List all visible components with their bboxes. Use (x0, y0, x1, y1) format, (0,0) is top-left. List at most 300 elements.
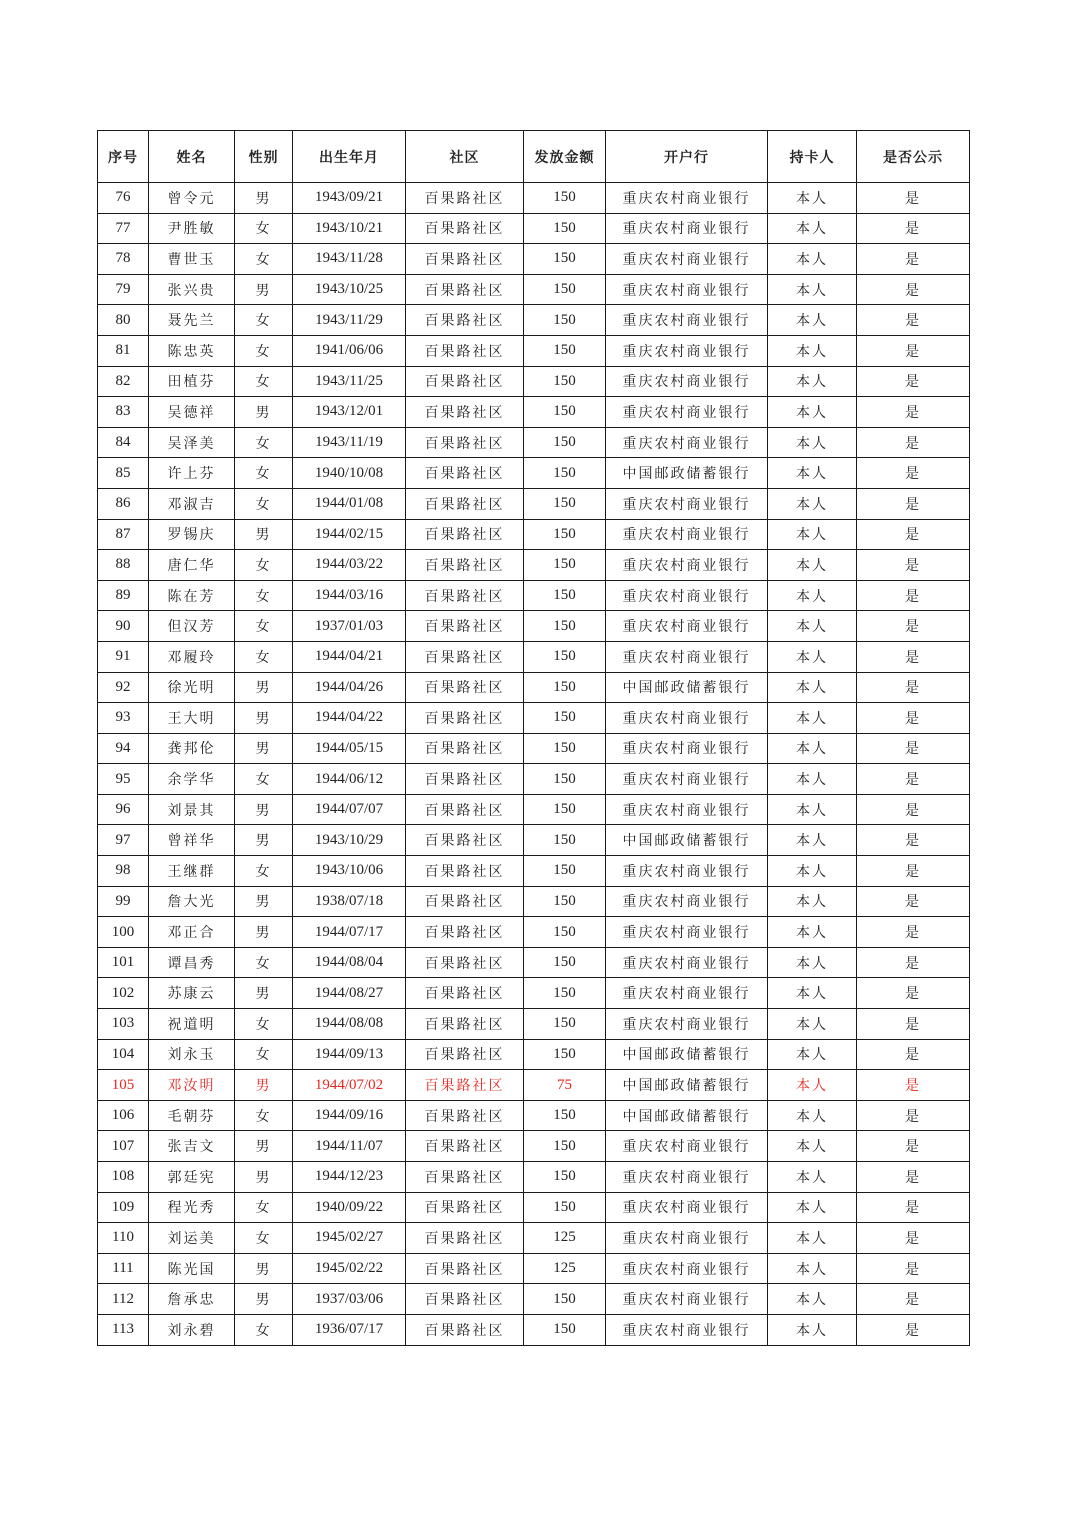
cell-publicized: 是 (857, 1100, 970, 1131)
table-row (98, 366, 970, 397)
cell-amount: 150 (524, 641, 606, 672)
cell-community: 百果路社区 (406, 458, 524, 489)
cell-publicized: 是 (857, 397, 970, 428)
cell-name: 王大明 (149, 703, 235, 734)
cell-serial: 90 (98, 611, 149, 642)
cell-name: 曾祥华 (149, 825, 235, 856)
cell-serial: 92 (98, 672, 149, 703)
cell-gender: 女 (235, 458, 293, 489)
cell-amount: 150 (524, 397, 606, 428)
cell-name: 聂先兰 (149, 305, 235, 336)
cell-amount: 150 (524, 244, 606, 275)
cell-serial: 111 (98, 1253, 149, 1284)
cell-card-holder: 本人 (768, 550, 857, 581)
cell-community: 百果路社区 (406, 1223, 524, 1254)
cell-birth-date: 1944/09/16 (293, 1100, 406, 1131)
cell-serial: 96 (98, 794, 149, 825)
cell-card-holder: 本人 (768, 366, 857, 397)
cell-amount: 150 (524, 519, 606, 550)
cell-community: 百果路社区 (406, 611, 524, 642)
cell-birth-date: 1944/12/23 (293, 1162, 406, 1193)
cell-bank: 重庆农村商业银行 (606, 794, 768, 825)
cell-publicized: 是 (857, 794, 970, 825)
cell-bank: 重庆农村商业银行 (606, 1131, 768, 1162)
cell-publicized: 是 (857, 1039, 970, 1070)
cell-bank: 重庆农村商业银行 (606, 764, 768, 795)
table-row (98, 825, 970, 856)
cell-card-holder: 本人 (768, 1131, 857, 1162)
cell-bank: 重庆农村商业银行 (606, 427, 768, 458)
cell-community: 百果路社区 (406, 1009, 524, 1040)
cell-gender: 女 (235, 244, 293, 275)
cell-card-holder: 本人 (768, 1284, 857, 1315)
cell-community: 百果路社区 (406, 733, 524, 764)
cell-community: 百果路社区 (406, 703, 524, 734)
cell-community: 百果路社区 (406, 274, 524, 305)
cell-card-holder: 本人 (768, 733, 857, 764)
cell-card-holder: 本人 (768, 978, 857, 1009)
cell-name: 邓淑吉 (149, 488, 235, 519)
cell-birth-date: 1944/08/04 (293, 947, 406, 978)
cell-gender: 女 (235, 335, 293, 366)
cell-bank: 重庆农村商业银行 (606, 519, 768, 550)
cell-birth-date: 1944/06/12 (293, 764, 406, 795)
table-row (98, 1253, 970, 1284)
cell-community: 百果路社区 (406, 947, 524, 978)
table-row (98, 1192, 970, 1223)
cell-amount: 150 (524, 427, 606, 458)
cell-publicized: 是 (857, 1192, 970, 1223)
table-row (98, 611, 970, 642)
cell-publicized: 是 (857, 458, 970, 489)
cell-card-holder: 本人 (768, 825, 857, 856)
cell-name: 刘永碧 (149, 1314, 235, 1345)
cell-name: 谭昌秀 (149, 947, 235, 978)
cell-name: 邓汝明 (149, 1070, 235, 1101)
cell-gender: 女 (235, 1009, 293, 1040)
cell-birth-date: 1944/04/22 (293, 703, 406, 734)
table-row (98, 1131, 970, 1162)
cell-publicized: 是 (857, 1284, 970, 1315)
cell-bank: 重庆农村商业银行 (606, 1009, 768, 1040)
table-row (98, 1070, 970, 1101)
cell-card-holder: 本人 (768, 764, 857, 795)
cell-serial: 109 (98, 1192, 149, 1223)
cell-name: 张吉文 (149, 1131, 235, 1162)
cell-card-holder: 本人 (768, 427, 857, 458)
cell-serial: 104 (98, 1039, 149, 1070)
cell-birth-date: 1943/10/06 (293, 856, 406, 887)
cell-birth-date: 1940/09/22 (293, 1192, 406, 1223)
cell-serial: 113 (98, 1314, 149, 1345)
table-row (98, 213, 970, 244)
cell-amount: 150 (524, 1162, 606, 1193)
cell-card-holder: 本人 (768, 183, 857, 214)
cell-community: 百果路社区 (406, 488, 524, 519)
table-row (98, 458, 970, 489)
cell-community: 百果路社区 (406, 397, 524, 428)
cell-community: 百果路社区 (406, 856, 524, 887)
cell-birth-date: 1944/07/07 (293, 794, 406, 825)
cell-publicized: 是 (857, 947, 970, 978)
cell-serial: 110 (98, 1223, 149, 1254)
cell-card-holder: 本人 (768, 856, 857, 887)
cell-community: 百果路社区 (406, 335, 524, 366)
table-row (98, 550, 970, 581)
cell-gender: 男 (235, 917, 293, 948)
cell-serial: 102 (98, 978, 149, 1009)
cell-amount: 150 (524, 794, 606, 825)
cell-bank: 重庆农村商业银行 (606, 917, 768, 948)
cell-gender: 男 (235, 733, 293, 764)
cell-bank: 重庆农村商业银行 (606, 641, 768, 672)
cell-serial: 99 (98, 886, 149, 917)
cell-publicized: 是 (857, 183, 970, 214)
cell-gender: 男 (235, 397, 293, 428)
cell-community: 百果路社区 (406, 580, 524, 611)
cell-gender: 女 (235, 488, 293, 519)
cell-bank: 重庆农村商业银行 (606, 947, 768, 978)
cell-serial: 103 (98, 1009, 149, 1040)
cell-publicized: 是 (857, 213, 970, 244)
cell-publicized: 是 (857, 611, 970, 642)
cell-birth-date: 1944/04/26 (293, 672, 406, 703)
cell-publicized: 是 (857, 244, 970, 275)
cell-amount: 150 (524, 213, 606, 244)
cell-publicized: 是 (857, 978, 970, 1009)
cell-birth-date: 1937/01/03 (293, 611, 406, 642)
cell-serial: 89 (98, 580, 149, 611)
cell-card-holder: 本人 (768, 519, 857, 550)
cell-serial: 82 (98, 366, 149, 397)
table-row (98, 1009, 970, 1040)
cell-community: 百果路社区 (406, 825, 524, 856)
cell-publicized: 是 (857, 917, 970, 948)
cell-amount: 150 (524, 488, 606, 519)
cell-community: 百果路社区 (406, 550, 524, 581)
cell-community: 百果路社区 (406, 1131, 524, 1162)
cell-publicized: 是 (857, 1314, 970, 1345)
cell-name: 曾令元 (149, 183, 235, 214)
table-row (98, 978, 970, 1009)
cell-name: 田植芬 (149, 366, 235, 397)
cell-birth-date: 1945/02/27 (293, 1223, 406, 1254)
cell-amount: 150 (524, 978, 606, 1009)
cell-gender: 男 (235, 794, 293, 825)
header-name: 姓名 (149, 131, 235, 183)
cell-amount: 150 (524, 550, 606, 581)
cell-publicized: 是 (857, 1253, 970, 1284)
cell-card-holder: 本人 (768, 397, 857, 428)
cell-gender: 女 (235, 366, 293, 397)
table-row (98, 1284, 970, 1315)
cell-serial: 94 (98, 733, 149, 764)
cell-bank: 重庆农村商业银行 (606, 1253, 768, 1284)
cell-publicized: 是 (857, 1162, 970, 1193)
cell-serial: 83 (98, 397, 149, 428)
cell-amount: 150 (524, 917, 606, 948)
cell-community: 百果路社区 (406, 183, 524, 214)
cell-name: 唐仁华 (149, 550, 235, 581)
cell-gender: 女 (235, 1039, 293, 1070)
cell-amount: 125 (524, 1253, 606, 1284)
cell-amount: 125 (524, 1223, 606, 1254)
cell-birth-date: 1943/12/01 (293, 397, 406, 428)
cell-card-holder: 本人 (768, 917, 857, 948)
table-row (98, 335, 970, 366)
cell-amount: 150 (524, 947, 606, 978)
cell-gender: 男 (235, 183, 293, 214)
table-row (98, 1039, 970, 1070)
table-row (98, 580, 970, 611)
cell-community: 百果路社区 (406, 794, 524, 825)
cell-publicized: 是 (857, 274, 970, 305)
cell-serial: 79 (98, 274, 149, 305)
cell-publicized: 是 (857, 641, 970, 672)
cell-name: 祝道明 (149, 1009, 235, 1040)
header-serial: 序号 (98, 131, 149, 183)
cell-card-holder: 本人 (768, 1070, 857, 1101)
cell-bank: 重庆农村商业银行 (606, 213, 768, 244)
cell-gender: 男 (235, 825, 293, 856)
cell-serial: 85 (98, 458, 149, 489)
cell-community: 百果路社区 (406, 672, 524, 703)
cell-amount: 150 (524, 335, 606, 366)
cell-serial: 81 (98, 335, 149, 366)
cell-birth-date: 1944/09/13 (293, 1039, 406, 1070)
cell-name: 邓履玲 (149, 641, 235, 672)
cell-birth-date: 1943/10/21 (293, 213, 406, 244)
cell-card-holder: 本人 (768, 886, 857, 917)
cell-community: 百果路社区 (406, 1253, 524, 1284)
cell-gender: 女 (235, 947, 293, 978)
cell-birth-date: 1944/08/08 (293, 1009, 406, 1040)
cell-serial: 98 (98, 856, 149, 887)
cell-birth-date: 1944/07/17 (293, 917, 406, 948)
cell-community: 百果路社区 (406, 917, 524, 948)
cell-gender: 女 (235, 305, 293, 336)
cell-gender: 女 (235, 641, 293, 672)
cell-bank: 重庆农村商业银行 (606, 550, 768, 581)
cell-gender: 男 (235, 1070, 293, 1101)
table-row (98, 764, 970, 795)
cell-birth-date: 1944/01/08 (293, 488, 406, 519)
cell-card-holder: 本人 (768, 1039, 857, 1070)
header-amount: 发放金额 (524, 131, 606, 183)
cell-birth-date: 1937/03/06 (293, 1284, 406, 1315)
cell-publicized: 是 (857, 1009, 970, 1040)
cell-bank: 重庆农村商业银行 (606, 703, 768, 734)
cell-name: 陈光国 (149, 1253, 235, 1284)
cell-amount: 150 (524, 183, 606, 214)
cell-gender: 男 (235, 703, 293, 734)
cell-amount: 150 (524, 886, 606, 917)
table-row (98, 183, 970, 214)
cell-birth-date: 1944/02/15 (293, 519, 406, 550)
cell-name: 徐光明 (149, 672, 235, 703)
table-row (98, 672, 970, 703)
cell-card-holder: 本人 (768, 213, 857, 244)
cell-serial: 77 (98, 213, 149, 244)
cell-card-holder: 本人 (768, 488, 857, 519)
cell-publicized: 是 (857, 703, 970, 734)
cell-birth-date: 1941/06/06 (293, 335, 406, 366)
cell-publicized: 是 (857, 427, 970, 458)
cell-serial: 106 (98, 1100, 149, 1131)
cell-publicized: 是 (857, 519, 970, 550)
cell-name: 许上芬 (149, 458, 235, 489)
cell-gender: 女 (235, 1100, 293, 1131)
cell-community: 百果路社区 (406, 1070, 524, 1101)
cell-serial: 100 (98, 917, 149, 948)
cell-publicized: 是 (857, 1070, 970, 1101)
cell-birth-date: 1944/08/27 (293, 978, 406, 1009)
cell-name: 余学华 (149, 764, 235, 795)
table-row (98, 427, 970, 458)
cell-birth-date: 1938/07/18 (293, 886, 406, 917)
cell-amount: 150 (524, 1131, 606, 1162)
table-body (98, 183, 970, 1346)
table-header (98, 131, 970, 183)
table-row (98, 274, 970, 305)
cell-gender: 男 (235, 1131, 293, 1162)
cell-bank: 重庆农村商业银行 (606, 1284, 768, 1315)
cell-birth-date: 1944/05/15 (293, 733, 406, 764)
table-row (98, 1314, 970, 1345)
cell-bank: 中国邮政储蓄银行 (606, 825, 768, 856)
cell-gender: 女 (235, 1314, 293, 1345)
cell-bank: 重庆农村商业银行 (606, 611, 768, 642)
cell-name: 尹胜敏 (149, 213, 235, 244)
cell-serial: 108 (98, 1162, 149, 1193)
cell-community: 百果路社区 (406, 1039, 524, 1070)
cell-community: 百果路社区 (406, 427, 524, 458)
cell-bank: 重庆农村商业银行 (606, 183, 768, 214)
table-row (98, 1162, 970, 1193)
cell-amount: 150 (524, 703, 606, 734)
cell-name: 吴泽美 (149, 427, 235, 458)
cell-publicized: 是 (857, 1223, 970, 1254)
cell-card-holder: 本人 (768, 947, 857, 978)
cell-name: 詹承忠 (149, 1284, 235, 1315)
cell-publicized: 是 (857, 733, 970, 764)
cell-serial: 88 (98, 550, 149, 581)
cell-serial: 76 (98, 183, 149, 214)
cell-birth-date: 1936/07/17 (293, 1314, 406, 1345)
cell-bank: 中国邮政储蓄银行 (606, 1100, 768, 1131)
table-row (98, 917, 970, 948)
cell-name: 陈在芳 (149, 580, 235, 611)
cell-bank: 中国邮政储蓄银行 (606, 1070, 768, 1101)
cell-serial: 112 (98, 1284, 149, 1315)
table-row (98, 703, 970, 734)
cell-serial: 107 (98, 1131, 149, 1162)
cell-amount: 150 (524, 1100, 606, 1131)
cell-card-holder: 本人 (768, 672, 857, 703)
cell-bank: 中国邮政储蓄银行 (606, 458, 768, 489)
cell-publicized: 是 (857, 672, 970, 703)
cell-bank: 重庆农村商业银行 (606, 335, 768, 366)
table-row (98, 244, 970, 275)
cell-name: 陈忠英 (149, 335, 235, 366)
cell-gender: 男 (235, 672, 293, 703)
cell-card-holder: 本人 (768, 1253, 857, 1284)
cell-gender: 女 (235, 856, 293, 887)
cell-bank: 重庆农村商业银行 (606, 580, 768, 611)
cell-bank: 重庆农村商业银行 (606, 488, 768, 519)
cell-bank: 重庆农村商业银行 (606, 856, 768, 887)
cell-name: 罗锡庆 (149, 519, 235, 550)
cell-birth-date: 1944/11/07 (293, 1131, 406, 1162)
cell-amount: 150 (524, 458, 606, 489)
cell-name: 吴德祥 (149, 397, 235, 428)
cell-publicized: 是 (857, 366, 970, 397)
cell-name: 曹世玉 (149, 244, 235, 275)
cell-name: 苏康云 (149, 978, 235, 1009)
header-card-holder: 持卡人 (768, 131, 857, 183)
cell-card-holder: 本人 (768, 703, 857, 734)
cell-name: 毛朝芬 (149, 1100, 235, 1131)
table-row (98, 488, 970, 519)
cell-amount: 150 (524, 825, 606, 856)
cell-gender: 男 (235, 274, 293, 305)
cell-publicized: 是 (857, 825, 970, 856)
table-row (98, 641, 970, 672)
cell-card-holder: 本人 (768, 1192, 857, 1223)
cell-name: 龚邦伦 (149, 733, 235, 764)
cell-serial: 105 (98, 1070, 149, 1101)
cell-card-holder: 本人 (768, 1100, 857, 1131)
header-community: 社区 (406, 131, 524, 183)
cell-card-holder: 本人 (768, 458, 857, 489)
cell-amount: 150 (524, 580, 606, 611)
cell-birth-date: 1944/07/02 (293, 1070, 406, 1101)
cell-gender: 女 (235, 580, 293, 611)
cell-amount: 150 (524, 305, 606, 336)
cell-name: 郭廷宪 (149, 1162, 235, 1193)
cell-gender: 女 (235, 550, 293, 581)
cell-serial: 84 (98, 427, 149, 458)
cell-gender: 男 (235, 886, 293, 917)
subsidy-table (97, 130, 970, 1346)
cell-bank: 重庆农村商业银行 (606, 1192, 768, 1223)
cell-community: 百果路社区 (406, 1314, 524, 1345)
cell-card-holder: 本人 (768, 1314, 857, 1345)
cell-gender: 女 (235, 427, 293, 458)
cell-community: 百果路社区 (406, 366, 524, 397)
cell-amount: 150 (524, 1039, 606, 1070)
cell-card-holder: 本人 (768, 794, 857, 825)
header-gender: 性别 (235, 131, 293, 183)
cell-bank: 重庆农村商业银行 (606, 305, 768, 336)
cell-card-holder: 本人 (768, 1162, 857, 1193)
cell-birth-date: 1943/11/25 (293, 366, 406, 397)
cell-publicized: 是 (857, 550, 970, 581)
cell-serial: 101 (98, 947, 149, 978)
cell-birth-date: 1944/04/21 (293, 641, 406, 672)
table-row (98, 305, 970, 336)
cell-card-holder: 本人 (768, 274, 857, 305)
cell-card-holder: 本人 (768, 611, 857, 642)
cell-gender: 女 (235, 1192, 293, 1223)
header-birth-date: 出生年月 (293, 131, 406, 183)
cell-amount: 150 (524, 1284, 606, 1315)
cell-serial: 87 (98, 519, 149, 550)
cell-amount: 150 (524, 672, 606, 703)
cell-serial: 80 (98, 305, 149, 336)
cell-amount: 150 (524, 274, 606, 305)
cell-bank: 重庆农村商业银行 (606, 1162, 768, 1193)
